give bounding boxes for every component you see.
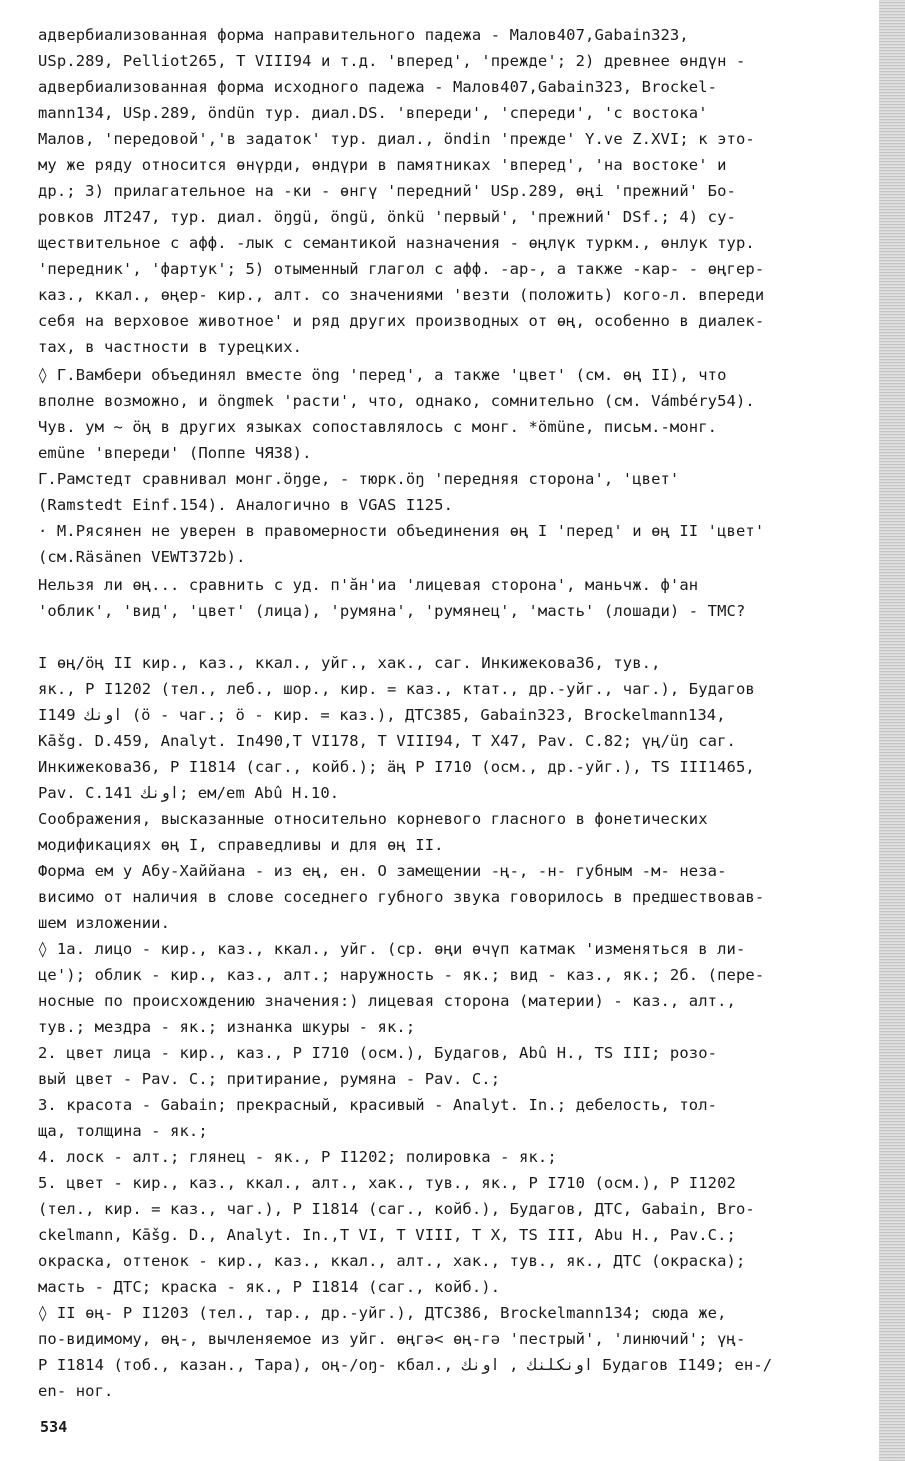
text-line: вый цвет - Pav. C.; притирание, румяна - Pav. C.; (38, 1070, 501, 1088)
text-line: USp.289, Pelliot265, T VIII94 и т.д. 'вперед', 'прежде'; 2) древнее өндүн - (38, 52, 746, 70)
text-line: Малов, 'передовой','в задаток' тур. диал., öndin 'прежде' Y.ve Z.XVI; к это- (38, 130, 755, 148)
text-line: ◊ Г.Вамбери объединял вместе öng 'перед', а также 'цвет' (см. өң II), что (38, 366, 727, 384)
text-line: 3. красота - Gabain; прекрасный, красивый - Analyt. In.; дебелость, тол- (38, 1096, 718, 1114)
text-line: 2. цвет лица - кир., каз., Р I710 (осм.), Будагов, Abû H., TS III; розо- (38, 1044, 718, 1062)
text-line: по-видимому, өң-, вычленяемое из уйг. өңгә< өң-гә 'пестрый', 'линючий'; үң- (38, 1330, 746, 1348)
text-line: (тел., кир. = каз., чаг.), Р I1814 (саг., койб.), Будагов, ДТС, Gabain, Bro- (38, 1200, 755, 1218)
text-line: окраска, оттенок - кир., каз., ккал., алт., хак., тув., як., ДТС (окраска); (38, 1252, 746, 1270)
text-line: · М.Рясянен не уверен в правомерности объединения өң I 'перед' и өң II 'цвет' (38, 522, 765, 540)
text-line: en- ног. (38, 1382, 114, 1400)
text-line: Р I1814 (тоб., казан., Тара), оң-/oŋ- кбал., اونكلنك , اونك Будагов I149; ен-/ (38, 1356, 773, 1374)
text-line: адвербиализованная форма направительного падежа - Малов407,Gabain323, (38, 26, 689, 44)
text-line: Чув. ум ~ öң в других языках сопоставлялось с монг. *ömüne, письм.-монг. (38, 418, 718, 436)
text-line: Kāšg. D.459, Analyt. In490,T VI178, T VIII94, T X47, Pav. C.82; үң/üŋ саг. (38, 732, 736, 750)
text-line: му же ряду относится өнүрди, өндүри в памятниках 'вперед', 'на востоке' и (38, 156, 727, 174)
text-line: тах, в частности в турецких. (38, 338, 303, 356)
text-line: модификациях өң I, справедливы и для өң II. (38, 836, 444, 854)
text-line: ща, толщина - як.; (38, 1122, 208, 1140)
text-line: Соображения, высказанные относительно корневого гласного в фонетических (38, 810, 708, 828)
text-line: ◊ II өң- Р I1203 (тел., тар., др.-уйг.), ДТС386, Brockelmann134; сюда же, (38, 1304, 727, 1322)
text-line: (см.Räsänen VEWT372b). (38, 548, 246, 566)
text-line: I өң/öң II кир., каз., ккал., уйг., хак., саг. Инкижекова36, тув., (38, 654, 661, 672)
text-line: I149 اونك (ö - чаг.; ö - кир. = каз.), ДТС385, Gabain323, Brockelmann134, (38, 706, 726, 724)
text-line: 4. лоск - алт.; глянец - як., Р I1202; полировка - як.; (38, 1148, 557, 1166)
text-line: Форма ем у Абу-Хаййана - из ең, ен. О замещении -ң-, -н- губным -м- неза- (38, 862, 727, 880)
text-line: emüne 'впереди' (Поппе ЧЯ38). (38, 444, 312, 462)
text-line: (Ramstedt Einf.154). Аналогично в VGAS I125. (38, 496, 453, 514)
text-line: 'передник', 'фартук'; 5) отыменный глагол с афф. -ар-, а также -кар- - өңгер- (38, 260, 765, 278)
text-line: ckelmann, Kāšg. D., Analyt. In.,T VI, T VIII, T X, TS III, Abu H., Pav.C.; (38, 1226, 736, 1244)
text-line: ществительное с афф. -лык с семантикой назначения - өңлүк туркм., өнлук тур. (38, 234, 755, 252)
text-line: Инкижекова36, Р I1814 (саг., койб.); äң Р I710 (осм., др.-уйг.), TS III1465, (38, 758, 755, 776)
text-line: це'); облик - кир., каз., алт.; наружность - як.; вид - каз., як.; 2б. (пере- (38, 966, 765, 984)
text-line: шем изложении. (38, 914, 171, 932)
text-line: ◊ 1а. лицо - кир., каз., ккал., уйг. (ср. өңи өчүп катмак 'изменяться в ли- (38, 940, 746, 958)
text-line: тув.; мездра - як.; изнанка шкуры - як.; (38, 1018, 416, 1036)
page-number: 534 (40, 1418, 68, 1436)
text-line: як., Р I1202 (тел., леб., шор., кир. = каз., ктат., др.-уйг., чаг.), Будагов (38, 680, 755, 698)
text-line: ровков ЛТ247, тур. диал. öŋgü, öngü, önkü 'первый', 'прежний' DSf.; 4) су- (38, 208, 736, 226)
scan-binding-edge (879, 0, 905, 1461)
text-line: вполне возможно, и öngmek 'расти', что, однако, сомнительно (см. Vámbéry54). (38, 392, 755, 410)
text-line: каз., ккал., өңер- кир., алт. со значениями 'везти (положить) кого-л. впереди (38, 286, 765, 304)
text-line: масть - ДТС; краска - як., Р I1814 (саг., койб.). (38, 1278, 501, 1296)
text-line: 'облик', 'вид', 'цвет' (лица), 'румяна', 'румянец', 'масть' (лошади) - ТМС? (38, 602, 746, 620)
text-line: Pav. C.141 اونك; ем/em Abû H.10. (38, 784, 340, 802)
text-line: висимо от наличия в слове соседнего губного звука говорилось в предшествовав- (38, 888, 765, 906)
text-line: носные по происхождению значения:) лицевая сторона (материи) - каз., алт., (38, 992, 736, 1010)
text-line: Нельзя ли өң... сравнить с уд. п'ăн'иа 'лицевая сторона', маньчж. ф'ан (38, 576, 699, 594)
text-line: mann134, USp.289, öndün тур. диал.DS. 'впереди', 'спереди', 'с востока' (38, 104, 708, 122)
text-line: адвербиализованная форма исходного падежа - Малов407,Gabain323, Brockel- (38, 78, 718, 96)
text-line: Г.Рамстедт сравнивал монг.öŋge, - тюрк.öŋ 'передняя сторона', 'цвет' (38, 470, 680, 488)
text-line: себя на верховое животное' и ряд других производных от өң, особенно в диалек- (38, 312, 765, 330)
text-line: др.; 3) прилагательное на -ки - өнгү 'передний' USp.289, өңі 'прежний' Бо- (38, 182, 736, 200)
text-line: 5. цвет - кир., каз., ккал., алт., хак., тув., як., Р I710 (осм.), Р I1202 (38, 1174, 736, 1192)
